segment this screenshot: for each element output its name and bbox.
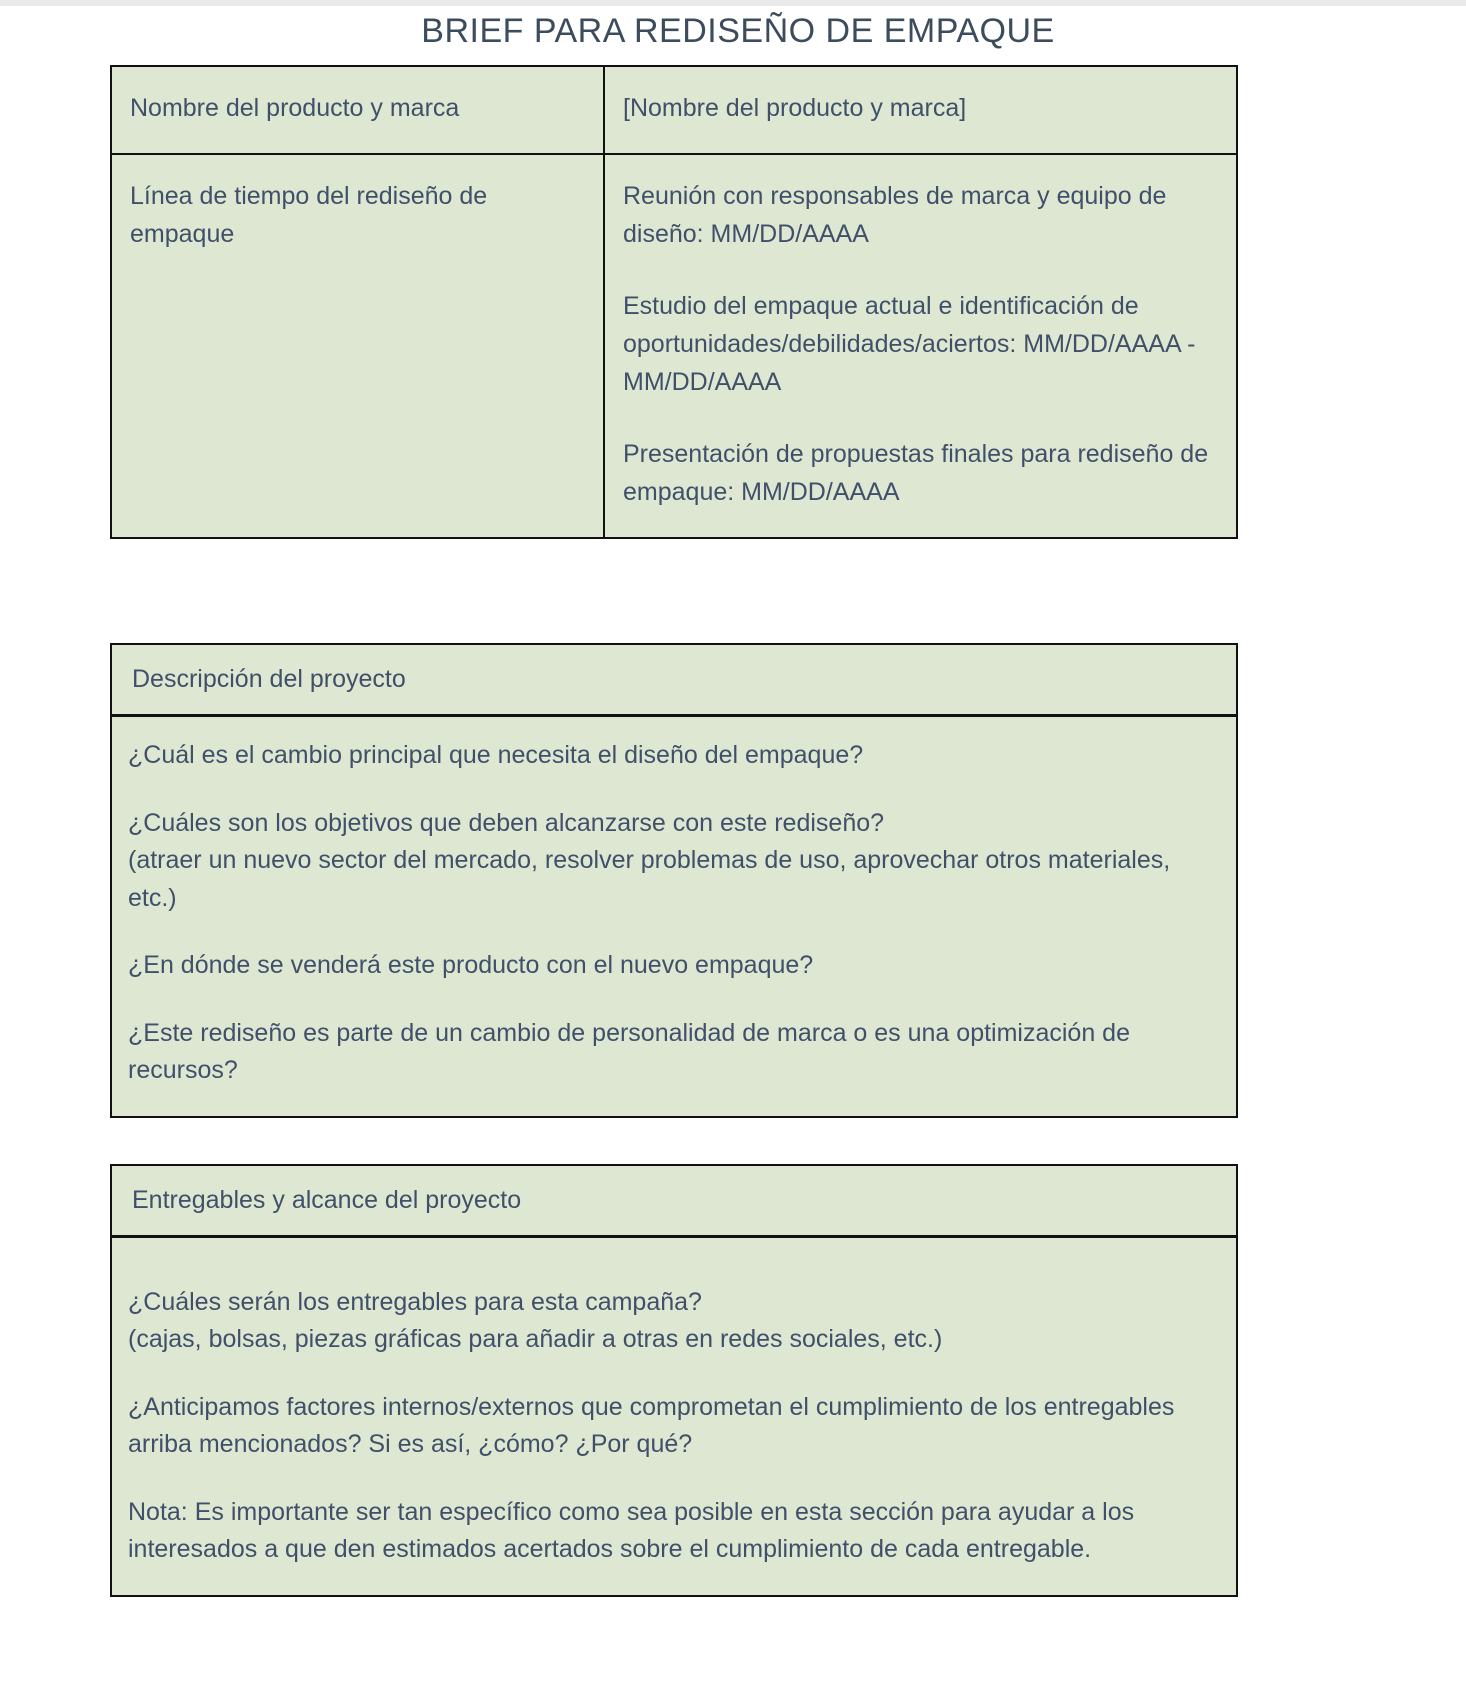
section-paragraph: ¿Cuáles serán los entregables para esta campaña? (cajas, bolsas, piezas gráficas para añadir a otras en redes sociales, etc.) bbox=[128, 1287, 943, 1353]
table-cell-paragraph: Presentación de propuestas finales para rediseño de empaque: MM/DD/AAAA bbox=[623, 440, 1209, 506]
table-cell-value-timeline[interactable] bbox=[604, 154, 1237, 538]
table-cell-paragraph: [Nombre del producto y marca] bbox=[623, 94, 967, 122]
table-cell-paragraph: Estudio del empaque actual e identificación de oportunidades/debilidades/aciertos: MM/DD/AAAA - MM/DD/AAAA bbox=[623, 292, 1196, 396]
section-deliverables bbox=[110, 1164, 1238, 1597]
table-cell-value-product-name[interactable] bbox=[604, 66, 1237, 154]
section-paragraph: ¿Este rediseño es parte de un cambio de personalidad de marca o es una optimización de recursos? bbox=[128, 1018, 1130, 1084]
table-row bbox=[111, 154, 1237, 538]
section-spacer bbox=[0, 539, 1466, 643]
page-title: BRIEF PARA REDISEÑO DE EMPAQUE bbox=[421, 12, 1055, 50]
section-body-project-description[interactable] bbox=[112, 717, 1236, 1116]
section-paragraph: Nota: Es importante ser tan específico como sea posible en esta sección para ayudar a los interesados a que den estimados acertados sobre el cumplimiento de cada entregable. bbox=[128, 1497, 1135, 1563]
table-row bbox=[111, 66, 1237, 154]
section-project-description bbox=[110, 643, 1238, 1118]
section-paragraph: ¿Cuál es el cambio principal que necesita el diseño del empaque? bbox=[128, 741, 864, 769]
table-cell-paragraph: Reunión con responsables de marca y equipo de diseño: MM/DD/AAAA bbox=[623, 182, 1167, 248]
section-heading-project-description: Descripción del proyecto bbox=[112, 645, 1236, 717]
section-spacer bbox=[0, 1118, 1466, 1164]
section-heading-deliverables: Entregables y alcance del proyecto bbox=[112, 1166, 1236, 1238]
section-body-deliverables[interactable] bbox=[112, 1238, 1236, 1595]
section-paragraph: ¿Cuáles son los objetivos que deben alcanzarse con este rediseño? (atraer un nuevo sector del mercado, resolver problemas de uso, aprovechar otros materiales, etc.) bbox=[128, 808, 1171, 912]
info-table bbox=[110, 65, 1238, 539]
table-cell-label-timeline: Línea de tiempo del rediseño de empaque bbox=[111, 154, 604, 538]
table-cell-label-product-name: Nombre del producto y marca bbox=[111, 66, 604, 154]
section-paragraph: ¿En dónde se venderá este producto con el nuevo empaque? bbox=[128, 951, 814, 979]
section-paragraph: ¿Anticipamos factores internos/externos que comprometan el cumplimiento de los entregables arriba mencionados? Si es así, ¿cómo? ¿Por qué? bbox=[128, 1392, 1175, 1458]
